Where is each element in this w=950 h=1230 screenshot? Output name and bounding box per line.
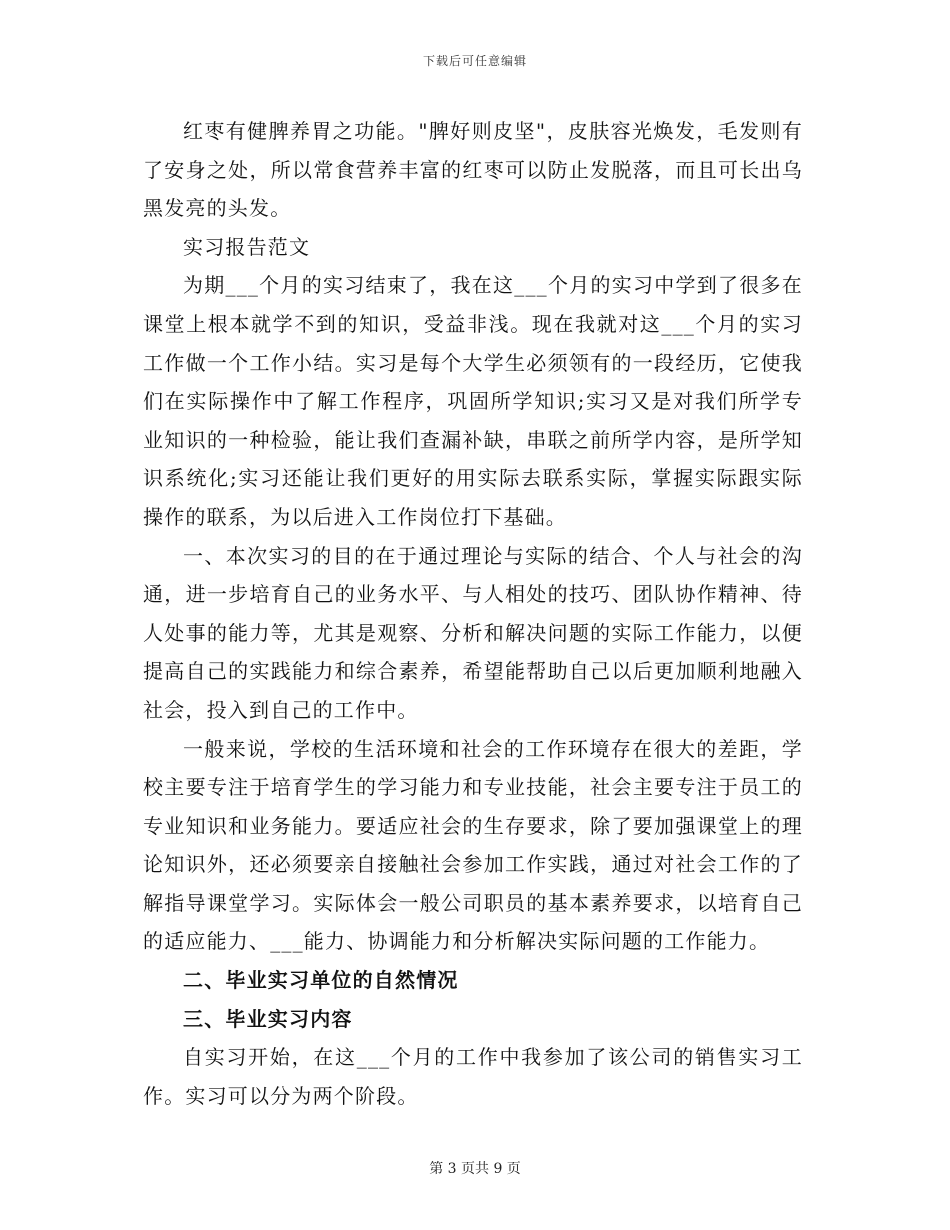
heading-internship-content: 三、毕业实习内容 bbox=[183, 1006, 353, 1031]
heading-unit-situation: 二、毕业实习单位的自然情况 bbox=[183, 968, 459, 993]
document-body bbox=[143, 112, 803, 1115]
paragraph-intro: 为期___个月的实习结束了，我在这___个月的实习中学到了很多在课堂上根本就学不到的知识，受益非浅。现在我就对这___个月的实习工作做一个工作小结。实习是每个大学生必须领有的一段经历，它使我们在实际操作中了解工作程序，巩固所学知识;实习又是对我们所学专业知识的一种检验，能让我们查漏补缺，串联之前所学内容，是所学知识系统化;实习还能让我们更好的用实际去联系实际，掌握实际跟实际操作的联系，为以后进入工作岗位打下基础。 bbox=[143, 273, 803, 529]
page-header: 下载后可任意编辑 bbox=[422, 54, 527, 68]
section-title-report-sample: 实习报告范文 bbox=[183, 234, 311, 259]
page-number: 第 3 页共 9 页 bbox=[429, 1161, 521, 1177]
paragraph-jujube: 红枣有健脾养胃之功能。"脾好则皮坚"，皮肤容光焕发，毛发则有了安身之处，所以常食营养丰富的红枣可以防止发脱落，而且可长出乌黑发亮的头发。 bbox=[143, 119, 803, 221]
paragraph-environment: 一般来说，学校的生活环境和社会的工作环境存在很大的差距，学校主要专注于培育学生的学习能力和专业技能，社会主要专注于员工的专业知识和业务能力。要适应社会的生存要求，除了要加强课堂上的理论知识外，还必须要亲自接触社会参加工作实践，通过对社会工作的了解指导课堂学习。实际体会一般公司职员的基本素养要求，以培育自己的适应能力、___能力、协调能力和分析解决实际问题的工作能力。 bbox=[143, 736, 803, 954]
paragraph-purpose: 一、本次实习的目的在于通过理论与实际的结合、个人与社会的沟通，进一步培育自己的业务水平、与人相处的技巧、团队协作精神、待人处事的能力等，尤其是观察、分析和解决问题的实际工作能力，以便提高自己的实践能力和综合素养，希望能帮助自己以后更加顺利地融入社会，投入到自己的工作中。 bbox=[143, 543, 803, 722]
paragraph-content-start: 自实习开始，在这___个月的工作中我参加了该公司的销售实习工作。实习可以分为两个阶段。 bbox=[143, 1045, 803, 1108]
